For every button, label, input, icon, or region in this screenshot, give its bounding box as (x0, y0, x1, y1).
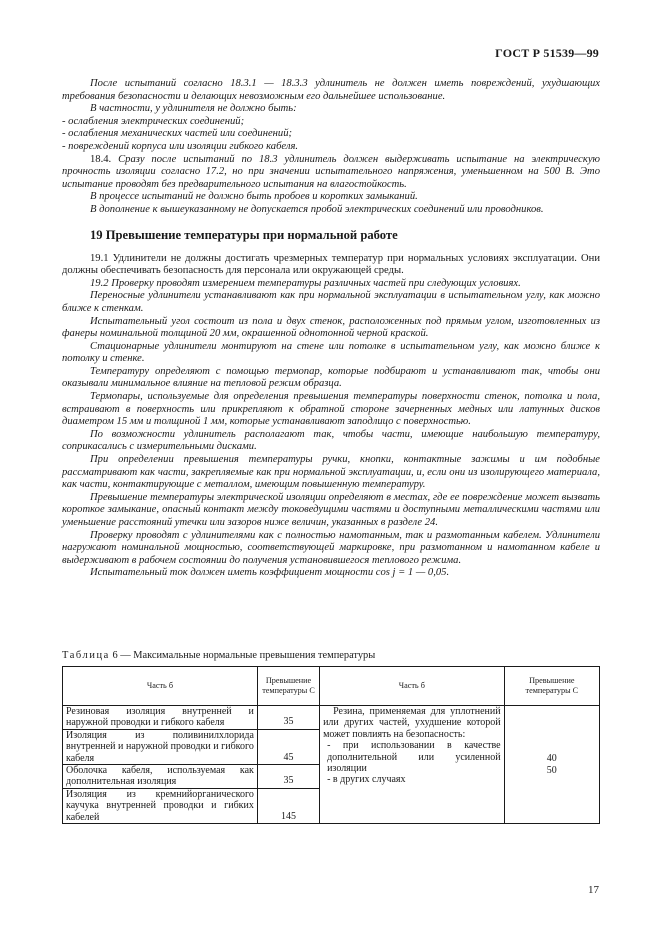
section-paragraph: 19.1 Удлинители не должны достигать чрезмерных температур при нормальных условиях эксплуатации. Они должны обеспечивать безопасность для персонала или окружающей среды. (62, 252, 600, 277)
section-heading: 19 Превышение температуры при нормальной работе (90, 227, 398, 242)
list-item: - повреждений корпуса или изоляции гибкого кабеля. (62, 140, 299, 152)
rubber-item: - при использовании в качестве дополнительной или усиленной изоляции (327, 740, 501, 775)
table-header-row (63, 667, 600, 706)
temperature-table (62, 666, 600, 824)
part-cell: Оболочка кабеля, используемая как дополнительная изоляция (63, 765, 258, 789)
clause-number: 18.4. (90, 153, 112, 165)
clause-text: Сразу после испытаний по 18.3 удлинитель должен выдерживать испытание на электрическую прочность изоляции согласно 17.2, но при значении испытательного напряжения, уменьшенном на 500 В. Это испытание проводят без предварительного испытания на влагостойкость. (62, 153, 600, 190)
section-paragraph: Термопары, используемые для определения превышения температуры поверхности стенок, потолка и пола, встраивают в поверхность или прикрепляют к обратной стороне зачерненных медных или латунных дисков диаметром 15 мм и толщиной 1 мм, которые устанавливают заподлицо с поверхностью. (62, 391, 600, 428)
table-header-cell: Превышение температуры С (504, 667, 599, 706)
rubber-intro: Резина, применяемая для уплотнений или других частей, ухудшение которой может повлиять на безопасность: (323, 706, 501, 740)
section-paragraph: Температуру определяют с помощью термопар, которые подбирают и устанавливают так, чтобы они оказывали минимальное влияние на тепловой режим образца. (62, 365, 600, 390)
section-paragraph: Испытательный ток должен иметь коэффициент мощности cos j = 1 — 0,05. (90, 567, 450, 579)
standard-header: ГОСТ Р 51539—99 (495, 46, 599, 60)
section-paragraph: Проверку проводят с удлинителями как с полностью намотанным, так и размотанным кабелем. Удлинители нагружают номинальной мощностью, соответствующей маркировке, при размотанном и намотанном кабеле и выдерживают в рабочем состоянии до получения установившегося теплового режима. (62, 529, 600, 566)
part-cell: Резиновая изоляция внутренней и наружной проводки и гибкого кабеля (63, 706, 258, 730)
page-number: 17 (588, 884, 599, 896)
value-cell: 45 (257, 729, 319, 764)
table-caption (62, 650, 375, 661)
value-cell: 35 (257, 765, 319, 789)
section-paragraph: Переносные удлинители устанавливают как при нормальной эксплуатации в испытательном углу, как можно ближе к стенкам. (62, 290, 600, 314)
value-item: 40 (546, 753, 557, 765)
section-paragraph: При определении превышения температуры ручки, кнопки, контактные зажимы и им подобные рассматривают как части, закрепляемые как при нормальной эксплуатации, и, если они из изолирующего материала, как части, контактирующие с металлом, имеющим повышенную температуру. (62, 454, 600, 491)
intro-paragraph: В процессе испытаний не должно быть пробоев и коротких замыканий. (90, 191, 418, 203)
section-paragraph: 19.2 Проверку проводят измерением температуры различных частей при следующих условиях. (90, 277, 521, 289)
intro-paragraph: В частности, у удлинителя не должно быть: (90, 103, 297, 115)
intro-paragraph: После испытаний согласно 18.3.1 — 18.3.3 удлинитель не должен иметь повреждений, ухудшающих требования безопасности и делающих невозможным его дальнейшее использование. (62, 78, 600, 102)
section-paragraph: Стационарные удлинители монтируют на стене или потолке в испытательном углу, как можно ближе к потолку и стенке. (62, 340, 600, 365)
table-header-cell: Часть б (320, 667, 505, 706)
clause-18-4 (62, 154, 600, 192)
value-cell: 35 (257, 706, 319, 730)
table-header-cell: Часть б (63, 667, 258, 706)
table-row (63, 706, 600, 730)
list-item: - ослабления механических частей или соединений; (62, 128, 293, 140)
rubber-seal-cell (320, 706, 505, 824)
table-header-cell: Превышение температуры С (257, 667, 319, 706)
part-cell: Изоляция из поливинилхлорида внутренней и наружной проводки и гибкого кабеля (63, 729, 258, 764)
value-cell: 145 (257, 788, 319, 823)
rubber-item: - в других случаях (327, 774, 406, 786)
body-text (62, 78, 600, 580)
section-paragraph: Испытательный угол состоит из пола и двух стенок, расположенных под прямым углом, изготовленных из фанеры номинальной толщиной 20 мм, окрашенной однотонной черной краской. (62, 315, 600, 340)
table-caption-text: 6 — Максимальные нормальные превышения температуры (112, 650, 376, 661)
rubber-value-cell (504, 706, 599, 824)
intro-paragraph: В дополнение к вышеуказанному не допускается пробой электрических соединений или проводников. (90, 203, 544, 215)
section-paragraph: По возможности удлинитель располагают так, чтобы части, имеющие наибольшую температуру, соприкасались с измерительными дисками. (62, 428, 600, 453)
section-paragraph: Превышение температуры электрической изоляции определяют в местах, где ее повреждение может вызвать короткое замыкание, опасный контакт между токоведущими частями и доступными металлическими частями или уменьшение расстояний утечки или зазоров ниже величин, указанных в разделе 24. (62, 491, 600, 528)
part-cell: Изоляция из кремнийорганического каучука внутренней проводки и гибких кабелей (63, 788, 258, 823)
list-item: - ослабления электрических соединений; (62, 115, 245, 127)
table-label: Таблица (62, 650, 110, 661)
value-item: 50 (546, 764, 557, 776)
